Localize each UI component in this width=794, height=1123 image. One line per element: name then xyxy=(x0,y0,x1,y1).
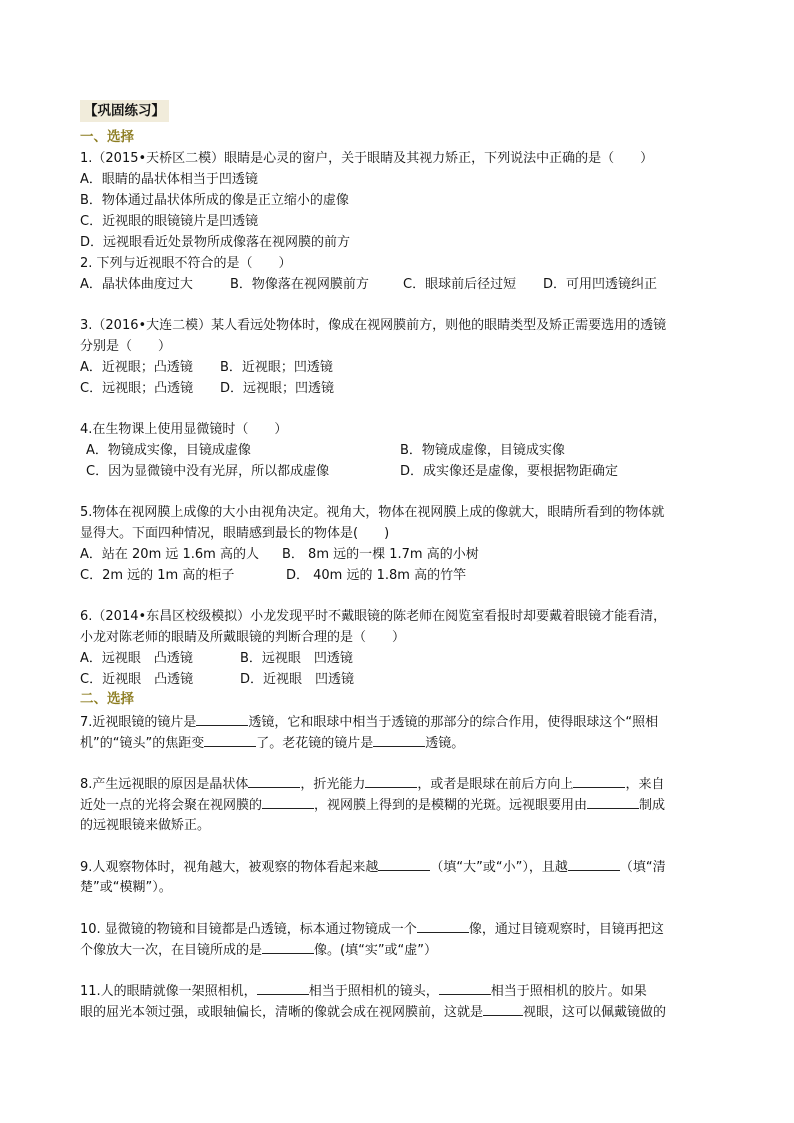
question-4-option-a: A．物镜成实像，目镜成虚像 xyxy=(86,443,251,458)
answer-blank[interactable] xyxy=(365,774,417,788)
question-4-option-d: D．成实像还是虚像，要根据物距确定 xyxy=(400,464,619,479)
section-title-fill: 二、选择 xyxy=(80,691,134,707)
question-2-stem: 2. 下列与近视眼不符合的是（ ） xyxy=(80,256,292,271)
question-10-line-1: 10. 显微镜的物镜和目镜都是凸透镜，标本通过物镜成一个 像，通过目镜观察时，目镜再把这 xyxy=(80,919,664,939)
question-4-option-b: B．物镜成虚像，目镜成实像 xyxy=(400,443,565,458)
answer-blank[interactable] xyxy=(257,981,309,995)
question-6-option-b: B．远视眼 凹透镜 xyxy=(240,651,353,666)
question-10-line-2: 个像放大一次，在目镜所成的是 像。(填“实”或“虚”） xyxy=(80,940,437,960)
question-1-option-d: D．远视眼看近处景物所成像落在视网膜的前方 xyxy=(80,235,351,250)
consolidation-header: 【巩固练习】 xyxy=(80,100,169,122)
question-3-stem-line-1: 3.（2016•大连二模）某人看远处物体时，像成在视网膜前方，则他的眼睛类型及矫正需要选用的透镜 xyxy=(80,318,667,333)
question-5-stem-line-1: 5.物体在视网膜上成像的大小由视角决定。视角大，物体在视网膜上成的像就大，眼睛所看到的物体就 xyxy=(80,505,665,520)
question-3-option-c: C．远视眼；凸透镜 xyxy=(80,381,194,396)
answer-blank[interactable] xyxy=(568,857,620,871)
question-2-options xyxy=(80,275,657,294)
question-5-option-c: C．2m 远的 1m 高的柜子 xyxy=(80,568,235,583)
question-6-option-d: D．近视眼 凹透镜 xyxy=(240,672,355,687)
answer-blank[interactable] xyxy=(378,857,430,871)
question-4-stem: 4.在生物课上使用显微镜时（ ） xyxy=(80,422,288,437)
question-1-option-b: B．物体通过晶状体所成的像是正立缩小的虚像 xyxy=(80,193,349,208)
question-2-option-b: B．物像落在视网膜前方 xyxy=(230,277,369,292)
question-2-option-a: A．晶状体曲度过大 xyxy=(80,277,193,292)
question-3-option-a: A．近视眼；凸透镜 xyxy=(80,360,193,375)
question-5-options-row-2 xyxy=(80,566,466,585)
question-7-line-2: 机”的“镜头”的焦距变 了。老花镜的镜片是 透镜。 xyxy=(80,733,464,753)
question-5-option-a: A．站在 20m 远 1.6m 高的人 xyxy=(80,547,259,562)
answer-blank[interactable] xyxy=(483,1002,523,1016)
question-3-options-row-1 xyxy=(80,358,333,377)
question-1-stem: 1.（2015•天桥区二模）眼睛是心灵的窗户，关于眼睛及其视力矫正，下列说法中正确的是（ ） xyxy=(80,151,654,166)
question-3-option-d: D．远视眼；凹透镜 xyxy=(220,381,335,396)
question-9-line-2: 楚”或“模糊”）。 xyxy=(80,880,172,895)
question-2-option-d: D．可用凹透镜纠正 xyxy=(543,277,658,292)
question-5-stem-line-2: 显得大。下面四种情况，眼睛感到最长的物体是( ) xyxy=(80,526,390,541)
question-8-line-1: 8.产生远视眼的原因是晶状体 ，折光能力 ，或者是眼球在前后方向上 ，来自 xyxy=(80,774,664,794)
question-6-options-row-2 xyxy=(80,670,354,689)
question-11-line-1: 11.人的眼睛就像一架照相机， 相当于照相机的镜头， 相当于照相机的胶片。如果 xyxy=(80,981,647,1001)
answer-blank[interactable] xyxy=(417,919,469,933)
question-6-stem-line-2: 小龙对陈老师的眼睛及所戴眼镜的判断合理的是（ ） xyxy=(80,630,406,645)
question-4-options-row-1 xyxy=(86,441,565,460)
question-1-option-a: A．眼睛的晶状体相当于凹透镜 xyxy=(80,172,258,187)
answer-blank[interactable] xyxy=(573,774,625,788)
question-3-stem-line-2: 分别是（ ） xyxy=(80,339,172,354)
question-6-options-row-1 xyxy=(80,649,353,668)
question-4-options-row-2 xyxy=(86,462,618,481)
question-2-option-c: C．眼球前后径过短 xyxy=(403,277,517,292)
answer-blank[interactable] xyxy=(248,774,300,788)
section-title-choice: 一、选择 xyxy=(80,129,134,145)
question-5-options-row-1 xyxy=(80,545,479,564)
question-6-option-a: A．远视眼 凸透镜 xyxy=(80,651,193,666)
question-6-option-c: C．近视眼 凸透镜 xyxy=(80,672,194,687)
answer-blank[interactable] xyxy=(587,795,639,809)
question-3-options-row-2 xyxy=(80,379,334,398)
question-4-option-c: C．因为显微镜中没有光屏，所以都成虚像 xyxy=(86,464,330,479)
question-7-line-1: 7.近视眼镜的镜片是 透镜，它和眼球中相当于透镜的那部分的综合作用，使得眼球这个“照相 xyxy=(80,712,658,732)
answer-blank[interactable] xyxy=(204,733,256,747)
answer-blank[interactable] xyxy=(262,795,314,809)
answer-blank[interactable] xyxy=(196,712,248,726)
question-8-line-2: 近处一点的光将会聚在视网膜的 ，视网膜上得到的是模糊的光斑。远视眼要用由 制成 xyxy=(80,795,665,815)
question-6-stem-line-1: 6.（2014•东昌区校级模拟）小龙发现平时不戴眼镜的陈老师在阅览室看报时却要戴着眼镜才能看清， xyxy=(80,609,667,624)
question-9-line-1: 9.人观察物体时，视角越大，被观察的物体看起来越 （填“大”或“小”），且越 （填“清 xyxy=(80,857,666,877)
question-8-line-3: 的远视眼镜来做矫正。 xyxy=(80,818,211,833)
question-3-option-b: B．近视眼；凹透镜 xyxy=(220,360,333,375)
question-1-option-c: C．近视眼的眼镜镜片是凹透镜 xyxy=(80,214,259,229)
question-11-line-2: 眼的屈光本领过强，或眼轴偏长，清晰的像就会成在视网膜前，这就是 视眼，这可以佩戴镜做的 xyxy=(80,1002,666,1022)
question-5-option-d: D． 40m 远的 1.8m 高的竹竿 xyxy=(286,568,467,583)
answer-blank[interactable] xyxy=(439,981,491,995)
question-5-option-b: B． 8m 远的一棵 1.7m 高的小树 xyxy=(282,547,479,562)
answer-blank[interactable] xyxy=(373,733,425,747)
answer-blank[interactable] xyxy=(262,940,314,954)
